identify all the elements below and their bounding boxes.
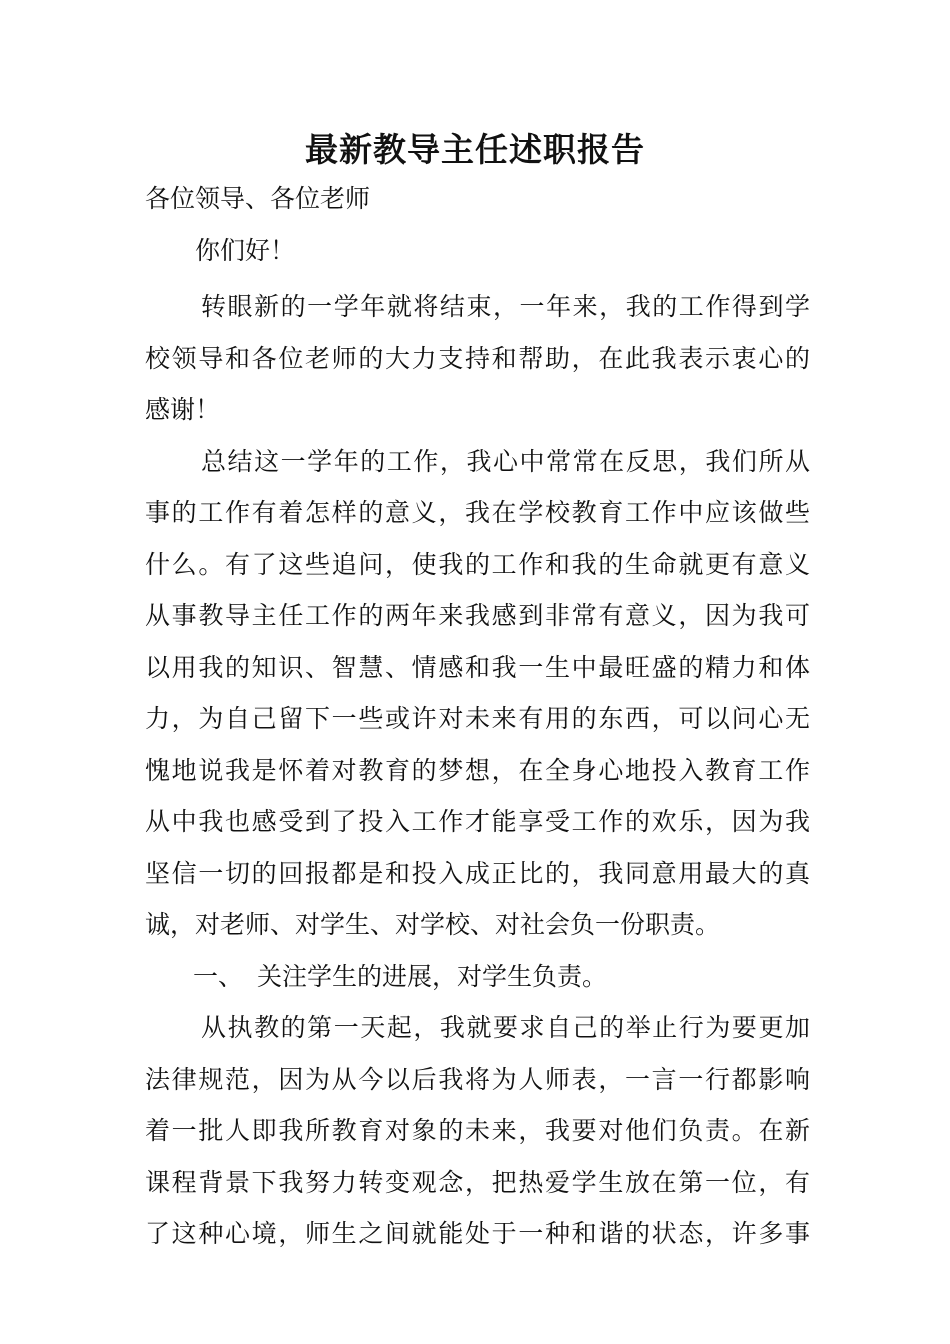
paragraph-line: 从事教导主任工作的两年来我感到非常有意义，因为我可 bbox=[145, 601, 810, 630]
paragraph-line: 以用我的知识、智慧、情感和我一生中最旺盛的精力和体 bbox=[145, 652, 810, 682]
paragraph-line: 法律规范，因为从今以后我将为人师表，一言一行都影响 bbox=[145, 1064, 810, 1094]
paragraph-line: 从执教的第一天起，我就要求自己的举止行为要更加 bbox=[201, 1013, 810, 1042]
document-title: 最新教导主任述职报告 bbox=[305, 130, 645, 169]
section-heading bbox=[145, 951, 810, 1003]
salutation: 各位领导、各位老师 bbox=[145, 184, 371, 213]
paragraph-line: 感谢！ bbox=[145, 395, 221, 424]
section-number: 一、 bbox=[193, 961, 244, 991]
paragraph-line: 总结这一学年的工作，我心中常常在反思，我们所从 bbox=[201, 446, 810, 476]
section-heading-text: 关注学生的进展，对学生负责。 bbox=[257, 961, 608, 991]
paragraph-line: 课程背景下我努力转变观念，把热爱学生放在第一位，有 bbox=[145, 1167, 810, 1197]
paragraph-line: 从中我也感受到了投入工作才能享受工作的欢乐，因为我 bbox=[145, 807, 810, 836]
document-body bbox=[145, 281, 810, 1260]
paragraph-line: 校领导和各位老师的大力支持和帮助，在此我表示衷心的 bbox=[145, 343, 810, 373]
paragraph-line: 着一批人即我所教育对象的未来，我要对他们负责。在新 bbox=[145, 1116, 810, 1145]
paragraph-line: 什么。有了这些追问，使我的工作和我的生命就更有意义 bbox=[145, 549, 810, 579]
paragraph-line: 愧地说我是怀着对教育的梦想，在全身心地投入教育工作 bbox=[145, 755, 810, 785]
greeting: 你们好！ bbox=[195, 236, 296, 265]
paragraph-line: 力，为自己留下一些或许对未来有用的东西，可以问心无 bbox=[145, 704, 810, 733]
paragraph-line: 了这种心境，师生之间就能处于一种和谐的状态，许多事 bbox=[145, 1219, 810, 1248]
paragraph-line: 诚，对老师、对学生、对学校、对社会负一份职责。 bbox=[145, 910, 721, 939]
paragraph-line: 事的工作有着怎样的意义，我在学校教育工作中应该做些 bbox=[145, 498, 810, 527]
paragraph-line: 坚信一切的回报都是和投入成正比的，我同意用最大的真 bbox=[145, 858, 810, 888]
paragraph-line: 转眼新的一学年就将结束，一年来，我的工作得到学 bbox=[201, 292, 810, 321]
